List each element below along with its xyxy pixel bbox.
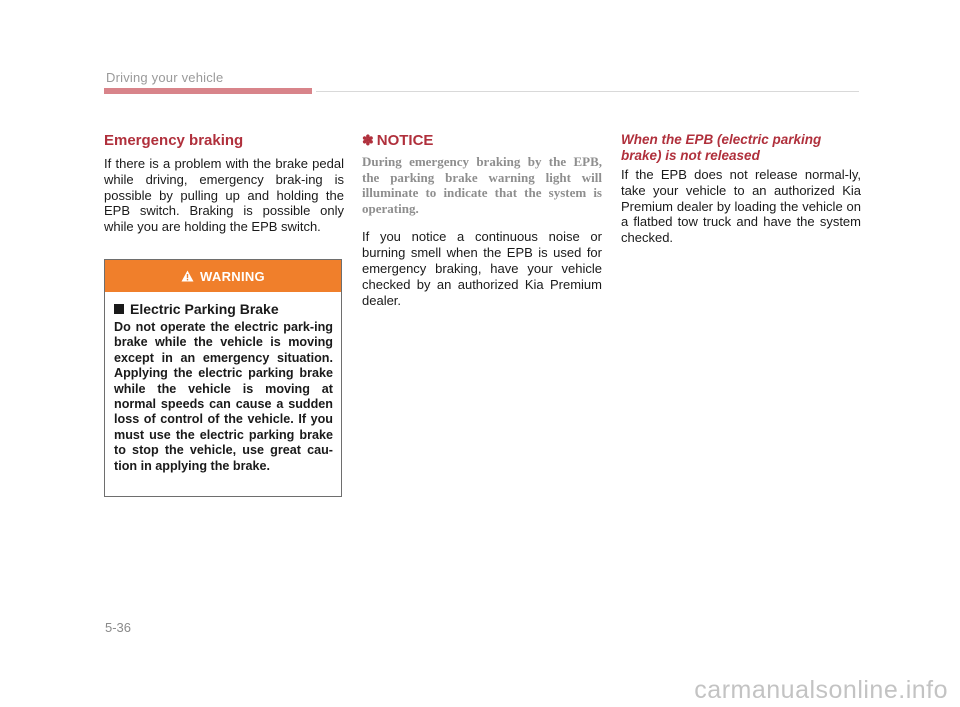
middle-column (362, 132, 602, 308)
warning-subheading (114, 301, 333, 317)
warning-text: Do not operate the electric park-ing brake while the vehicle is moving except in an emergency situation. Applying the electric parking brake while the vehicle is moving at normal speeds can cause a sudden loss of control of the vehicle. If you must use the electric parking brake to stop the vehicle, use great cau-tion in applying the brake. (114, 320, 333, 473)
warning-header (105, 260, 341, 292)
warning-box (104, 259, 342, 497)
square-bullet-icon (114, 304, 124, 314)
epb-not-released-heading: When the EPB (electric parking brake) is not released (621, 132, 822, 163)
emergency-braking-text: If there is a problem with the brake pedal while driving, emergency brak-ing is possible by pulling up and holding the EPB switch. Braking is possible only while you are holding the EPB switch. (104, 156, 344, 235)
notice-body-text: If you notice a continuous noise or burning smell when the EPB is used for emergency braking, have your vehicle checked by an authorized Kia Premium dealer. (362, 229, 602, 308)
notice-label: NOTICE (376, 132, 434, 149)
warning-triangle-icon (181, 270, 194, 282)
warning-subheading-text: Electric Parking Brake (130, 301, 279, 317)
page-number: 5-36 (105, 620, 132, 635)
watermark: carmanualsonline.info (694, 676, 948, 704)
notice-heading (362, 132, 602, 149)
section-title: Driving your vehicle (106, 70, 224, 85)
warning-label: WARNING (200, 268, 265, 284)
notice-bold-text: During emergency braking by the EPB, the parking brake warning light will illuminate to indicate that the system is operating. (362, 154, 602, 216)
notice-asterisk-icon: ✽ (362, 132, 374, 148)
header-divider (316, 91, 859, 92)
emergency-braking-heading: Emergency braking (104, 132, 244, 149)
header-accent-bar (104, 88, 312, 94)
left-column (104, 132, 344, 235)
epb-not-released-text: If the EPB does not release normal-ly, take your vehicle to an authorized Kia Premium dealer by loading the vehicle on a flatbed tow truck and have the system checked. (621, 167, 861, 246)
right-column (621, 132, 861, 246)
